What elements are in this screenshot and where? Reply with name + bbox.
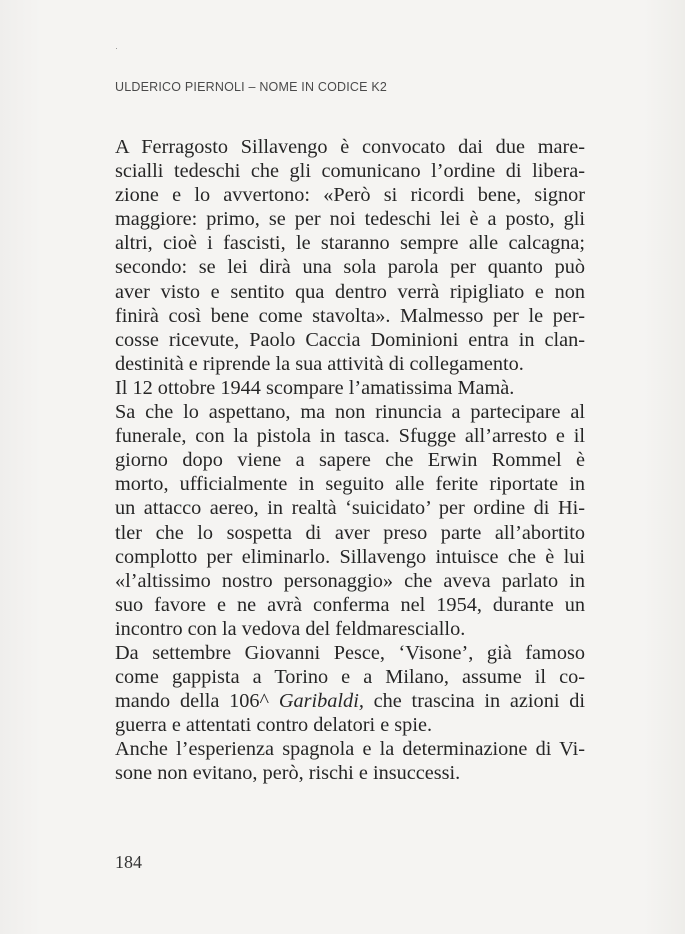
text-line: Il 12 ottobre 1944 scompare l’amatissima Mamà. [115,376,515,399]
text-fragment: che trascina in azioni di [363,690,585,713]
text-line: suo favore e ne avrà conferma nel 1954, durante un [115,593,585,616]
text-line: giorno dopo viene a sapere che Erwin Rommel è [115,449,585,472]
text-line: funerale, con la pistola in tasca. Sfugge all’arresto e il [115,425,585,448]
paragraph-2 [115,376,585,400]
paragraph-4 [115,641,585,737]
text-line: Anche l’esperienza spagnola e la determinazione di Vi- [115,738,585,761]
page-number: 184 [115,852,142,872]
paragraph-1 [115,135,585,376]
text-line: un attacco aereo, in realtà ‘suicidato’ per ordine di Hi- [115,497,585,520]
text-line: Sa che lo aspettano, ma non rinuncia a partecipare al [115,401,585,424]
text-line: «l’altissimo nostro personaggio» che aveva parlato in [115,569,585,592]
text-fragment: mando della 106^ [115,690,279,713]
text-line: sone non evitano, però, rischi e insuccessi. [115,762,461,785]
text-line: finirà così bene come stavolta». Malmesso per le per- [115,304,585,327]
text-line: cosse ricevute, Paolo Caccia Dominioni entra in clan- [115,328,585,351]
paragraph-5 [115,737,585,785]
text-line: destinità e riprende la sua attività di collegamento. [115,352,524,375]
text-line: maggiore: primo, se per noi tedeschi lei è a posto, gli [115,208,585,231]
text-line: aver visto e sentito qua dentro verrà ripigliato e non [115,280,585,303]
text-line: complotto per eliminarlo. Sillavengo intuisce che è lui [115,545,585,568]
text-line: morto, ufficialmente in seguito alle ferite riportate in [115,473,585,496]
text-line: scialli tedeschi che gli comunicano l’ordine di libera- [115,160,585,183]
text-line: come gappista a Torino e a Milano, assume il co- [115,666,585,689]
text-line: secondo: se lei dirà una sola parola per quanto può [115,256,585,279]
text-line: Da settembre Giovanni Pesce, ‘Visone’, già famoso [115,641,585,664]
italic-brigade-name: Garibaldi, [278,690,364,713]
text-line: A Ferragosto Sillavengo è convocato dai due mare- [115,136,585,158]
running-header: ULDERICO PIERNOLI – NOME IN CODICE K2 [115,80,388,94]
paragraph-3 [115,400,585,641]
print-speck [116,48,117,49]
text-line-with-italic [115,689,585,713]
text-line: zione e lo avvertono: «Però si ricordi bene, signor [115,184,585,207]
text-line: altri, cioè i fascisti, le staranno sempre alle calcagna; [115,232,585,255]
text-line: guerra e attentati contro delatori e spie. [115,714,433,737]
text-line: tler che lo sospetta di aver preso parte all’abortito [115,521,585,544]
body-text [115,135,585,786]
text-line: incontro con la vedova del feldmaresciallo. [115,617,466,640]
